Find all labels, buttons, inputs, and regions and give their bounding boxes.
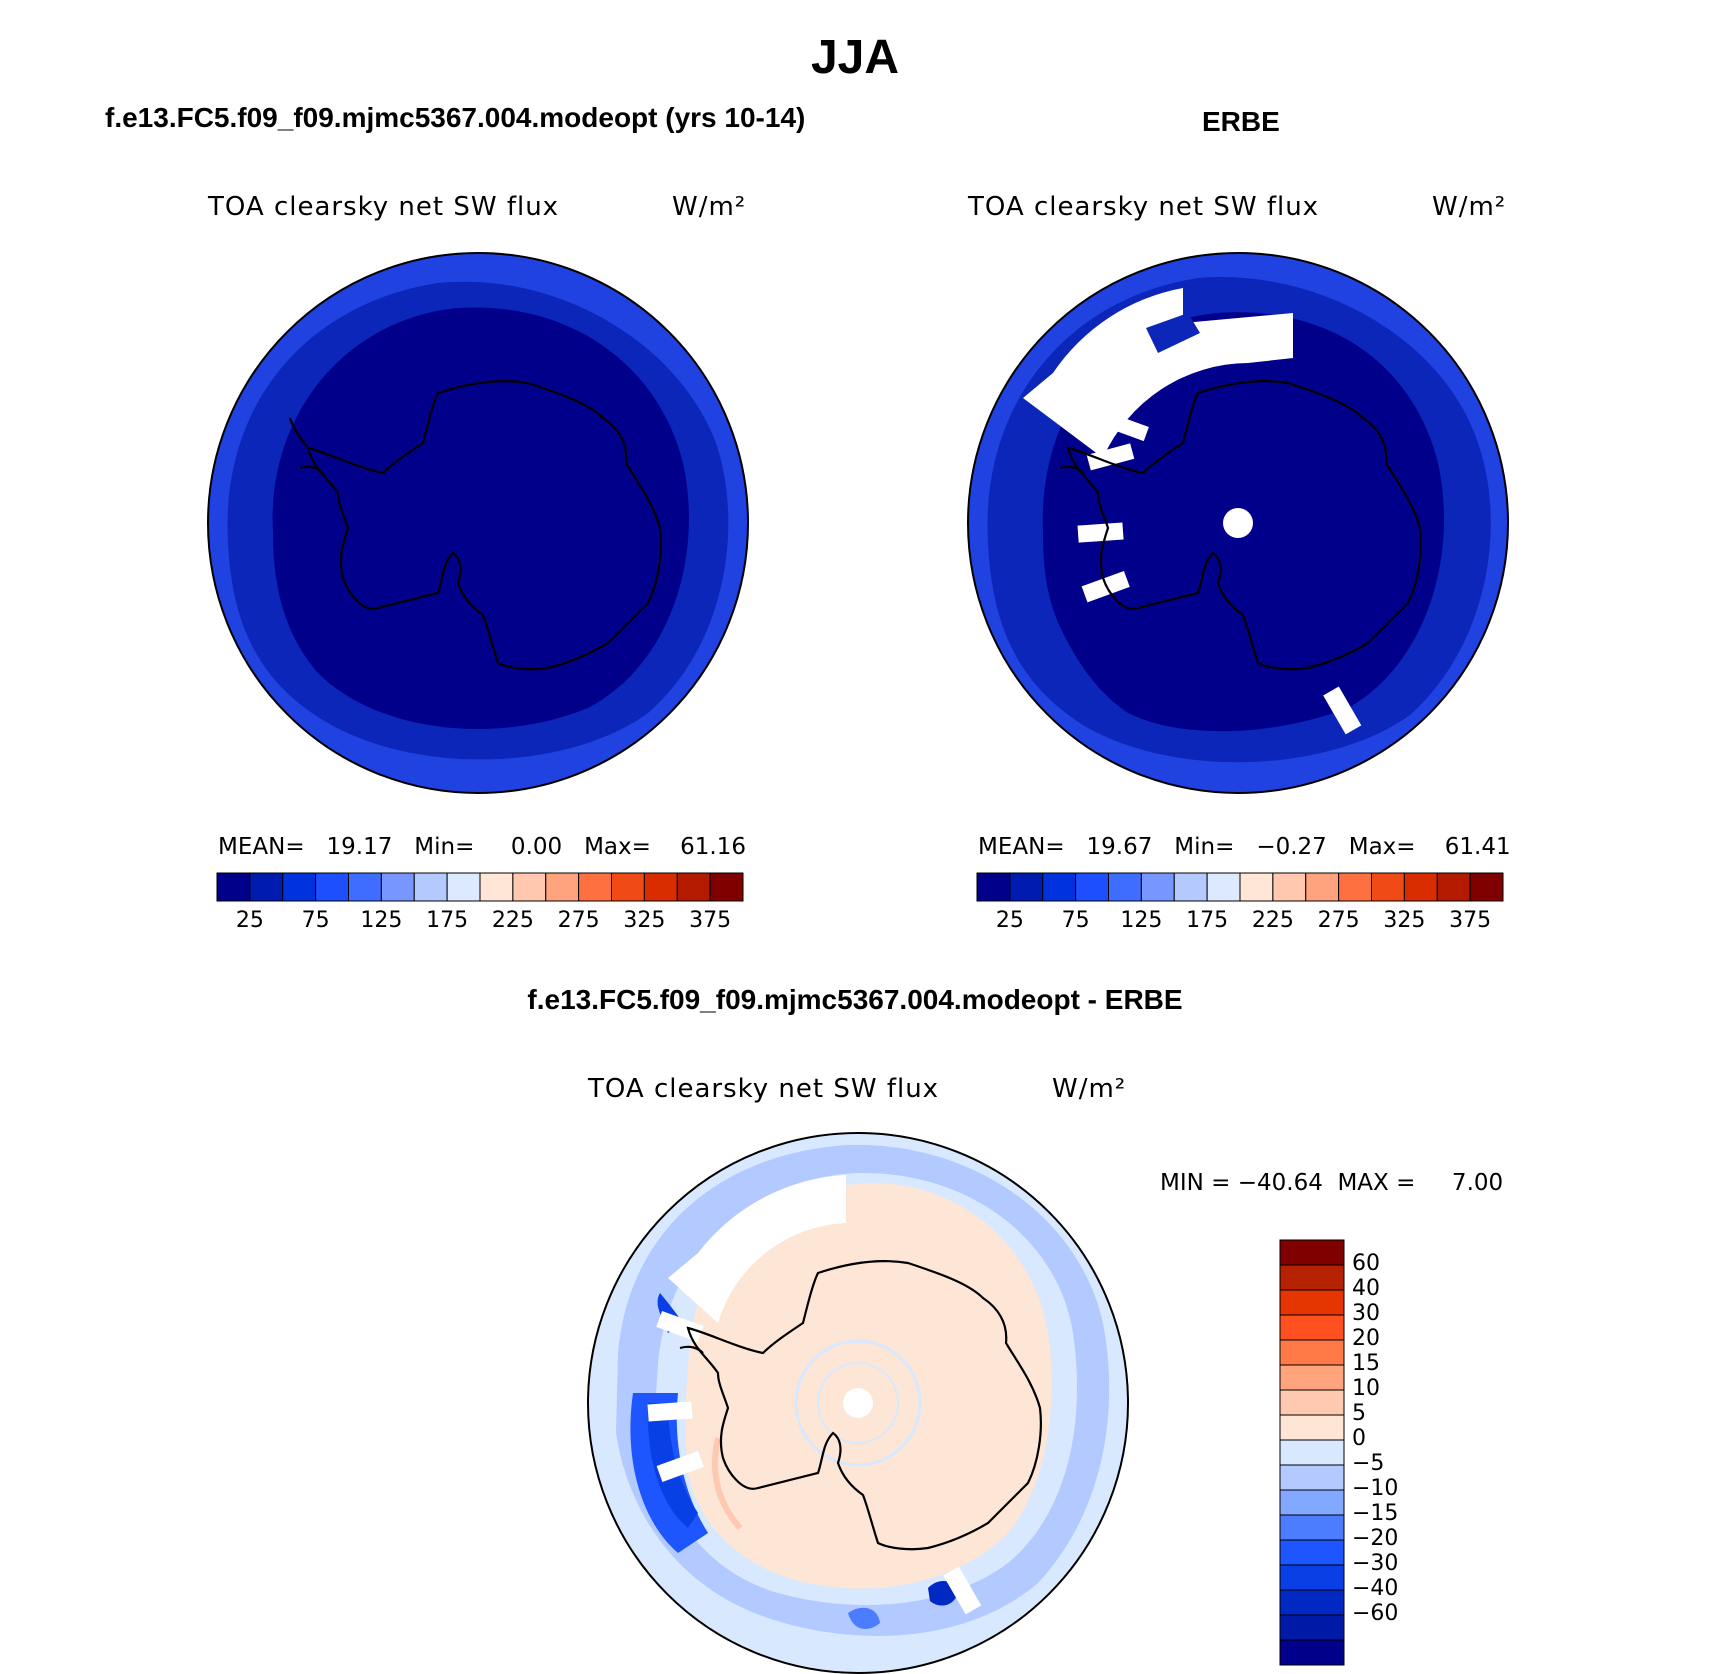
colorbar-swatch (1280, 1440, 1344, 1465)
diff-polar-map (588, 1133, 1128, 1673)
colorbar-tick-label: 25 (235, 908, 264, 933)
colorbar-tick-label: 225 (1251, 908, 1294, 933)
colorbar-tick-label: 25 (995, 908, 1024, 933)
obs-polar-map (968, 253, 1508, 793)
model-stats: MEAN= 19.17 Min= 0.00 Max= 61.16 (218, 834, 746, 860)
colorbar-swatch (612, 873, 645, 901)
colorbar-tick-label: 0 (1352, 1426, 1366, 1451)
colorbar-swatch (447, 873, 480, 901)
colorbar-tick-label: 60 (1352, 1251, 1380, 1276)
colorbar-tick-label: −20 (1352, 1526, 1399, 1551)
model-colorbar (217, 873, 743, 901)
colorbar-tick-label: 20 (1352, 1326, 1380, 1351)
colorbar-tick-label: −5 (1352, 1451, 1385, 1476)
colorbar-tick-label: 40 (1352, 1276, 1380, 1301)
colorbar-tick-label: 175 (1186, 908, 1229, 933)
colorbar-swatch (1470, 873, 1503, 901)
colorbar-swatch (1280, 1390, 1344, 1415)
colorbar-swatch (546, 873, 579, 901)
colorbar-tick-label: −40 (1352, 1576, 1399, 1601)
colorbar-swatch (1043, 873, 1076, 901)
colorbar-swatch (1076, 873, 1109, 901)
colorbar-tick-label: 375 (1449, 908, 1492, 933)
colorbar-tick-label: 175 (426, 908, 469, 933)
diff-variable-label: TOA clearsky net SW flux (588, 1074, 940, 1104)
colorbar-swatch (349, 873, 382, 901)
colorbar-swatch (977, 873, 1010, 901)
diff-colorbar-ticks (1352, 1240, 1432, 1665)
colorbar-tick-label: 275 (1317, 908, 1360, 933)
colorbar-swatch (1280, 1490, 1344, 1515)
colorbar-tick-label: −30 (1352, 1551, 1399, 1576)
colorbar-tick-label: −15 (1352, 1501, 1399, 1526)
obs-colorbar (977, 873, 1503, 901)
colorbar-swatch (217, 873, 250, 901)
colorbar-swatch (1280, 1315, 1344, 1340)
obs-units-label: W/m² (1432, 192, 1507, 222)
diff-stats: MIN = −40.64 MAX = 7.00 (1160, 1170, 1504, 1196)
colorbar-swatch (1280, 1415, 1344, 1440)
colorbar-swatch (1010, 873, 1043, 901)
diff-colorbar (1280, 1240, 1344, 1665)
colorbar-swatch (1280, 1340, 1344, 1365)
colorbar-swatch (644, 873, 677, 901)
diff-case-title: f.e13.FC5.f09_f09.mjmc5367.004.modeopt - ERBE (527, 984, 1183, 1015)
colorbar-swatch (414, 873, 447, 901)
colorbar-swatch (1404, 873, 1437, 901)
model-colorbar-ticks (217, 908, 743, 938)
colorbar-swatch (480, 873, 513, 901)
colorbar-tick-label: 75 (1061, 908, 1090, 933)
colorbar-swatch (1280, 1365, 1344, 1390)
colorbar-swatch (250, 873, 283, 901)
colorbar-swatch (316, 873, 349, 901)
colorbar-tick-label: −10 (1352, 1476, 1399, 1501)
colorbar-tick-label: 325 (1383, 908, 1426, 933)
colorbar-swatch (1207, 873, 1240, 901)
colorbar-tick-label: 10 (1352, 1376, 1380, 1401)
colorbar-swatch (1306, 873, 1339, 901)
colorbar-tick-label: 15 (1352, 1351, 1380, 1376)
colorbar-swatch (1280, 1515, 1344, 1540)
model-units-label: W/m² (672, 192, 747, 222)
colorbar-swatch (1141, 873, 1174, 901)
colorbar-swatch (1280, 1540, 1344, 1565)
colorbar-swatch (1280, 1265, 1344, 1290)
colorbar-swatch (1280, 1465, 1344, 1490)
colorbar-tick-label: 5 (1352, 1401, 1366, 1426)
colorbar-swatch (1280, 1640, 1344, 1665)
colorbar-tick-label: 125 (1120, 908, 1163, 933)
colorbar-swatch (677, 873, 710, 901)
colorbar-swatch (1280, 1240, 1344, 1265)
obs-stats: MEAN= 19.67 Min= −0.27 Max= 61.41 (978, 834, 1511, 860)
colorbar-swatch (1109, 873, 1142, 901)
colorbar-tick-label: 325 (623, 908, 666, 933)
colorbar-swatch (1339, 873, 1372, 901)
obs-case-title: ERBE (1202, 106, 1280, 137)
colorbar-swatch (381, 873, 414, 901)
diff-units-label: W/m² (1052, 1074, 1127, 1104)
colorbar-swatch (1280, 1590, 1344, 1615)
colorbar-swatch (1174, 873, 1207, 901)
colorbar-tick-label: −60 (1352, 1601, 1399, 1626)
colorbar-swatch (1280, 1565, 1344, 1590)
colorbar-tick-label: 125 (360, 908, 403, 933)
model-variable-label: TOA clearsky net SW flux (208, 192, 560, 222)
colorbar-swatch (513, 873, 546, 901)
colorbar-swatch (1437, 873, 1470, 901)
obs-colorbar-ticks (977, 908, 1503, 938)
obs-variable-label: TOA clearsky net SW flux (968, 192, 1320, 222)
colorbar-swatch (283, 873, 316, 901)
colorbar-tick-label: 30 (1352, 1301, 1380, 1326)
colorbar-swatch (1273, 873, 1306, 901)
colorbar-tick-label: 225 (491, 908, 534, 933)
model-case-title: f.e13.FC5.f09_f09.mjmc5367.004.modeopt (yrs 10-14) (105, 102, 806, 133)
colorbar-swatch (579, 873, 612, 901)
figure-title: JJA (810, 31, 900, 84)
colorbar-tick-label: 375 (689, 908, 732, 933)
colorbar-swatch (710, 873, 743, 901)
colorbar-swatch (1372, 873, 1405, 901)
colorbar-tick-label: 75 (301, 908, 330, 933)
colorbar-tick-label: 275 (557, 908, 600, 933)
model-polar-map (208, 253, 748, 793)
colorbar-swatch (1240, 873, 1273, 901)
colorbar-swatch (1280, 1615, 1344, 1640)
colorbar-swatch (1280, 1290, 1344, 1315)
